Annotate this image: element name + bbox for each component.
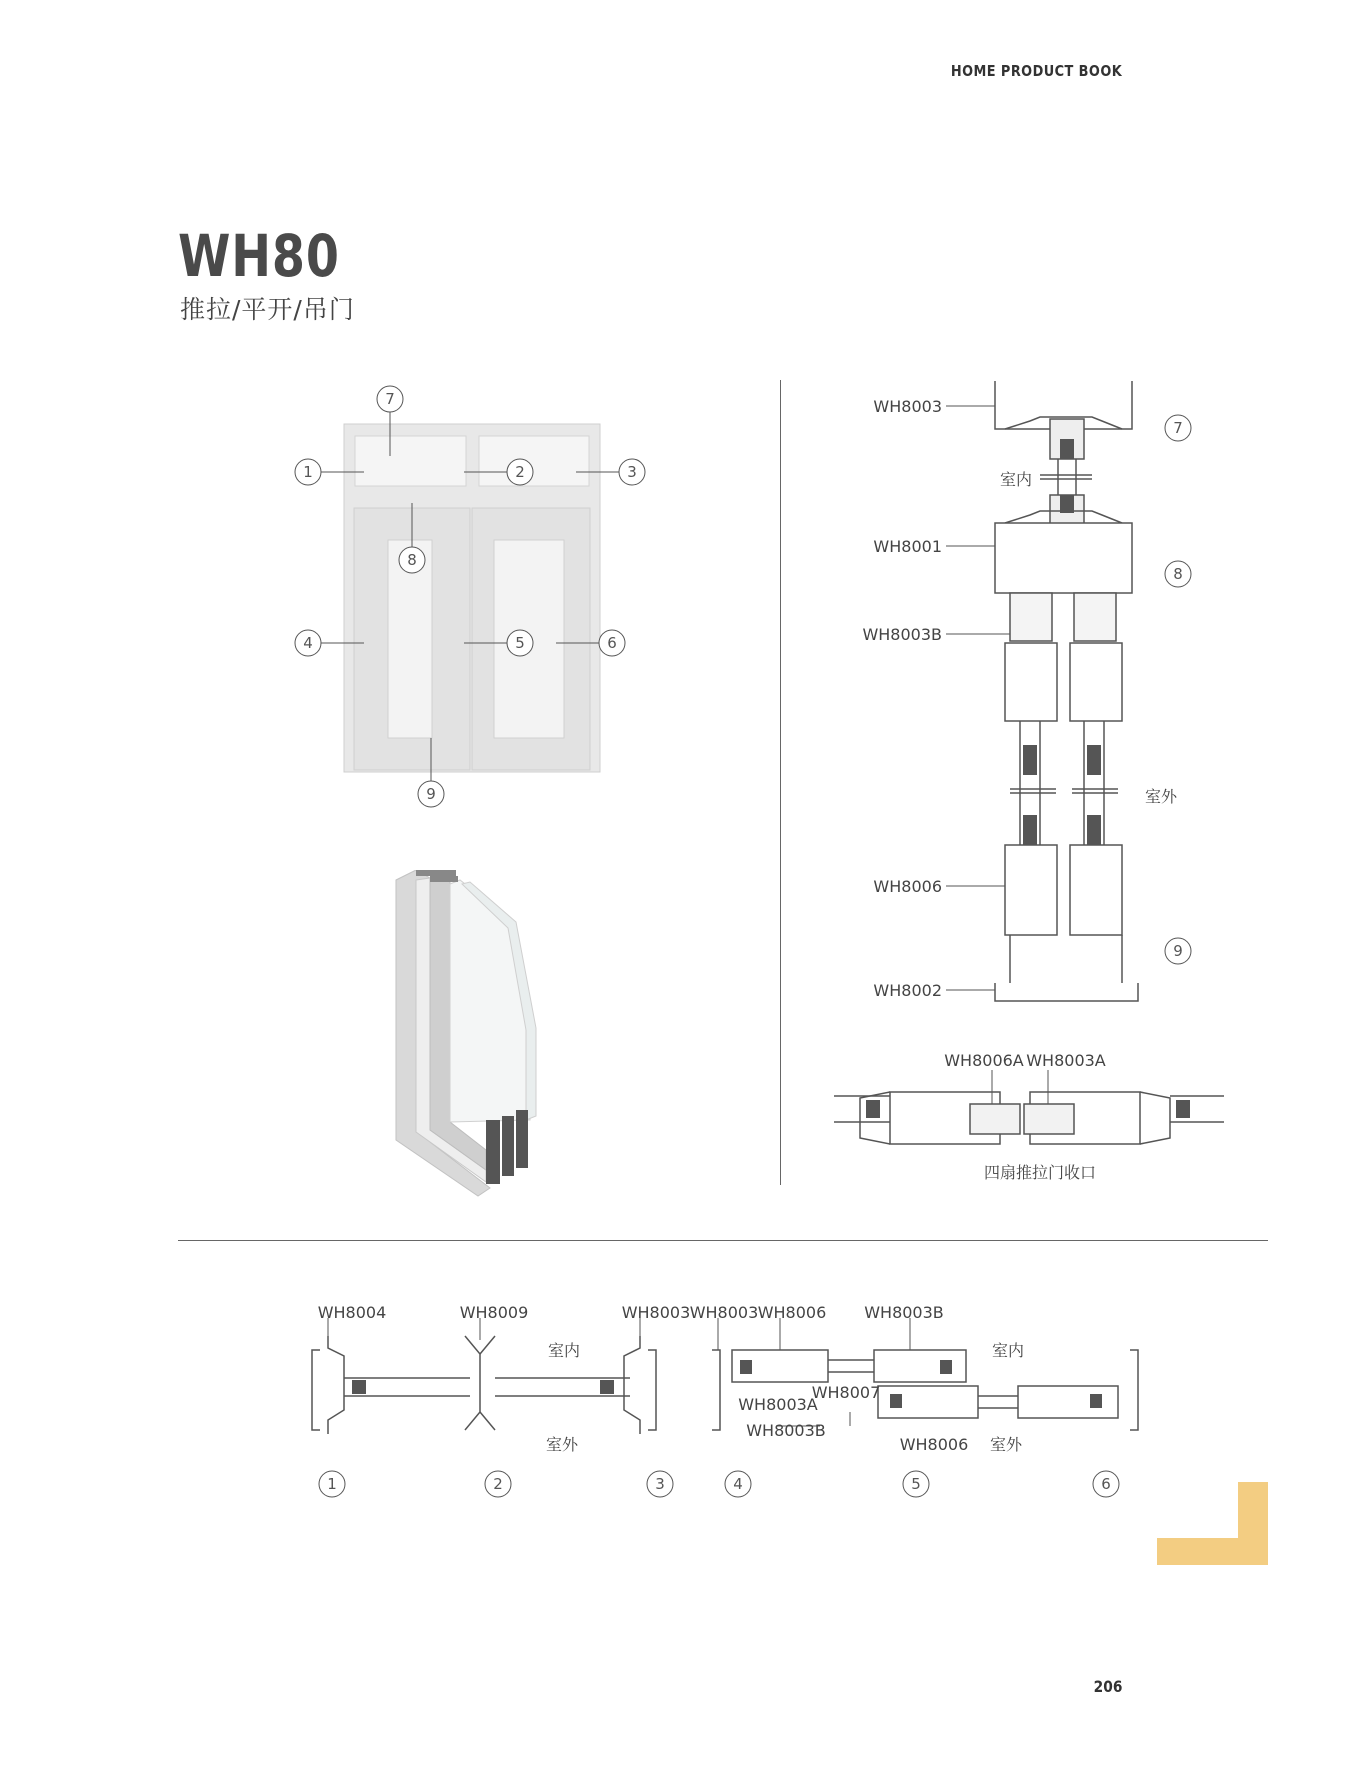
model-title: WH80 xyxy=(178,222,340,290)
elev-callout-2: 2 xyxy=(515,463,525,481)
model-subtitle: 推拉/平开/吊门 xyxy=(180,295,355,324)
book-label: HOME PRODUCT BOOK xyxy=(950,62,1122,80)
hsec-label-wh8003-right: WH8003 xyxy=(689,1303,759,1322)
elev-callout-8: 8 xyxy=(407,551,417,569)
elev-callout-3: 3 xyxy=(627,463,637,481)
vsec-callout-9: 9 xyxy=(1173,942,1183,960)
hsec-indoor-left: 室内 xyxy=(547,1341,581,1360)
profile-corner-render xyxy=(390,870,570,1200)
fp-caption: 四扇推拉门收口 xyxy=(983,1163,1097,1182)
column-divider xyxy=(780,380,781,1185)
hsec-label-wh8006-inner: WH8006 xyxy=(899,1435,969,1454)
vsec-label-wh8003: WH8003 xyxy=(873,397,942,416)
elev-callout-5: 5 xyxy=(515,634,525,652)
hsec-callout-5: 5 xyxy=(911,1475,921,1493)
hsec-callout-6: 6 xyxy=(1101,1475,1111,1493)
vsec-indoor-label: 室内 xyxy=(1000,470,1033,489)
door-elevation xyxy=(280,380,680,820)
hsec-label-wh8006-top: WH8006 xyxy=(757,1303,827,1322)
vsec-label-wh8002: WH8002 xyxy=(873,981,942,1000)
hsec-label-wh8003b-inner: WH8003B xyxy=(746,1421,826,1440)
fp-label-wh8003a: WH8003A xyxy=(1026,1051,1106,1070)
vsec-label-wh8003b: WH8003B xyxy=(862,625,942,644)
hsec-outdoor-left: 室外 xyxy=(545,1435,579,1454)
vsec-callout-8: 8 xyxy=(1173,565,1183,583)
corner-accent xyxy=(1157,1482,1268,1565)
hsec-label-wh8003a: WH8003A xyxy=(738,1395,818,1414)
hsec-label-wh8003-left: WH8003 xyxy=(621,1303,691,1322)
hsec-callout-4: 4 xyxy=(733,1475,743,1493)
elev-callout-4: 4 xyxy=(303,634,313,652)
four-panel-section xyxy=(830,1048,1230,1188)
corner-accent-horizontal xyxy=(1157,1538,1268,1565)
elev-callout-7: 7 xyxy=(385,390,395,408)
hsec-callout-3: 3 xyxy=(655,1475,665,1493)
elev-callout-6: 6 xyxy=(607,634,617,652)
hsec-label-wh8007: WH8007 xyxy=(811,1383,881,1402)
hsec-callout-1: 1 xyxy=(327,1475,337,1493)
vsec-outdoor-label: 室外 xyxy=(1145,787,1178,806)
elev-callout-1: 1 xyxy=(303,463,313,481)
hsec-label-wh8003b-top: WH8003B xyxy=(864,1303,944,1322)
section-rule xyxy=(178,1240,1268,1241)
vertical-section xyxy=(860,375,1200,1015)
vsec-label-wh8006: WH8006 xyxy=(873,877,942,896)
hsec-outdoor-right: 室外 xyxy=(989,1435,1023,1454)
hsec-indoor-right: 室内 xyxy=(991,1341,1025,1360)
elev-callout-9: 9 xyxy=(426,785,436,803)
fp-label-wh8006a: WH8006A xyxy=(944,1051,1024,1070)
hsec-label-wh8004: WH8004 xyxy=(317,1303,387,1322)
horizontal-section xyxy=(300,1300,1160,1520)
hsec-label-wh8009: WH8009 xyxy=(459,1303,529,1322)
vsec-callout-7: 7 xyxy=(1173,419,1183,437)
page-number: 206 xyxy=(1093,1677,1122,1696)
hsec-callout-2: 2 xyxy=(493,1475,503,1493)
vsec-label-wh8001: WH8001 xyxy=(873,537,942,556)
